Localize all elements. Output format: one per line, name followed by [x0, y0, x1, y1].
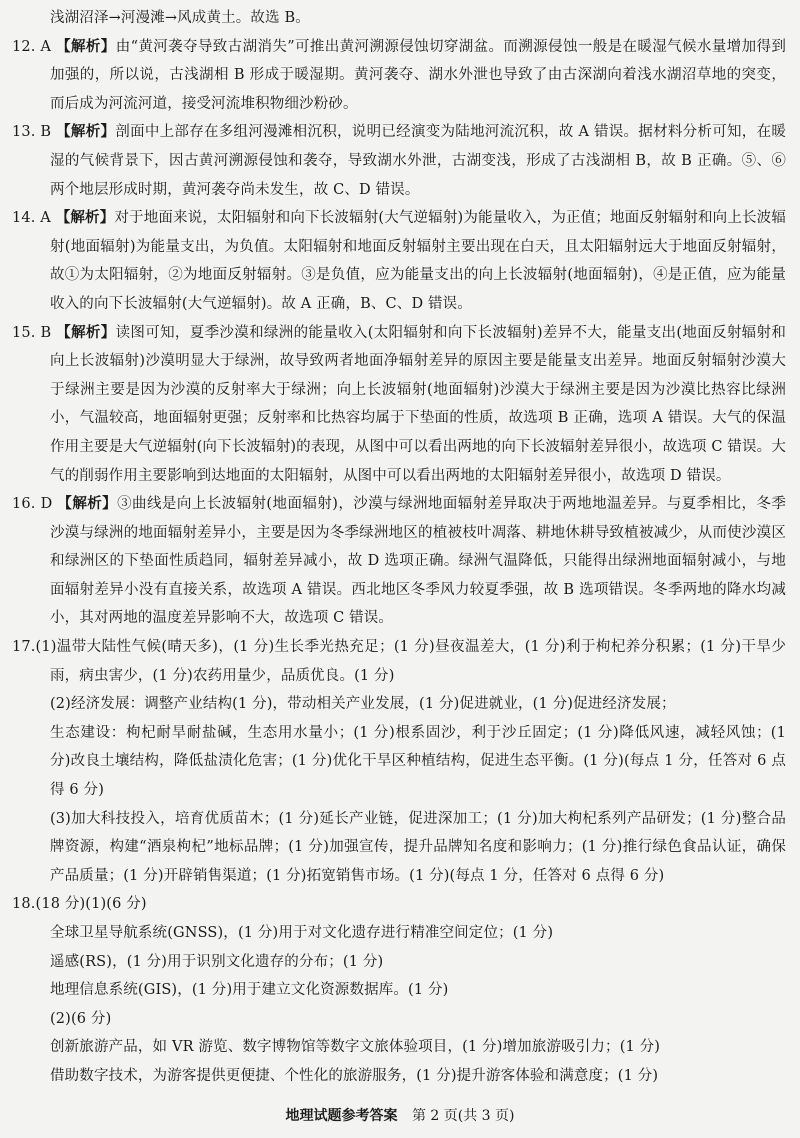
answer-item-17-part2: (2)经济发展：调整产业结构(1 分)，带动相关产业发展，(1 分)促进就业，(1 分)促进经济发展；	[50, 696, 676, 713]
analysis-tag: 【解析】	[56, 37, 116, 55]
item-answer: B	[40, 324, 52, 341]
answer-item-15	[12, 319, 786, 491]
answer-text: (1)温带大陆性气候(晴天多)，(1 分)生长季光热充足；(1 分)昼夜温差大，(1 分)利于枸杞养分积累；(1 分)干旱少雨，病虫害少，(1 分)农药用量少，品质优良。(1 分)	[35, 639, 786, 684]
item-answer: B	[40, 124, 52, 141]
continued-line: 浅湖沼泽→河漫滩→风成黄土。故选 B。	[50, 10, 310, 26]
answer-line-gnss: 全球卫星导航系统(GNSS)，(1 分)用于对文化遗存进行精准空间定位；(1 分)	[50, 925, 554, 941]
item-number: 14.	[12, 210, 36, 227]
answer-item-17-ecology: 生态建设：枸杞耐旱耐盐碱，生态用水量小；(1 分)根系固沙，利于沙丘固定；(1 分)降低风速，减轻风蚀；(1 分)改良土壤结构，降低盐渍化危害；(1 分)优化干旱区种植结构，促进生态平衡。(1 分)(每点 1 分，任答对 6 点得 6 分)	[50, 724, 787, 799]
analysis-tag: 【解析】	[57, 495, 118, 513]
answer-text: (18 分)(1)(6 分)	[35, 896, 147, 913]
analysis-tag: 【解析】	[55, 209, 115, 227]
answer-item-18-head	[12, 890, 786, 919]
answer-item-17-part3: (3)加大科技投入，培育优质苗木；(1 分)延长产业链，促进深加工；(1 分)加大枸杞系列产品研发；(1 分)整合品牌资源，构建“酒泉枸杞”地标品牌；(1 分)加强宣传，提升品牌知名度和影响力；(1 分)推行绿色食品认证，确保产品质量；(1 分)开辟销售渠道；(1 分)拓宽销售市场。(1 分)(每点 1 分，任答对 6 点得 6 分)	[50, 810, 786, 884]
analysis-tag: 【解析】	[56, 123, 116, 141]
item-number: 15.	[12, 324, 36, 341]
page-footer	[0, 1106, 800, 1126]
item-number: 18.	[12, 896, 36, 913]
answer-line-part2-head: (2)(6 分)	[50, 1010, 112, 1027]
analysis-text: ③曲线是向上长波辐射(地面辐射)，沙漠与绿洲地面辐射差异取决于两地地温差异。与夏季相比，冬季沙漠与绿洲的地面辐射差异小，主要是因为冬季绿洲地区的植被枝叶凋落、耕地休耕导致植被减少，从而使沙漠区和绿洲区的下垫面性质趋同，辐射差异减小，故 D 选项正确。绿洲气温降低，只能得出绿洲地面辐射减小，与地面辐射差异小没有直接关系，故选项 A 错误。西北地区冬季风力较夏季强，故 B 选项错误。冬季两地的降水均减小，其对两地的温度差异影响不大，故选项 C 错误。	[50, 496, 786, 627]
analysis-text: 读图可知，夏季沙漠和绿洲的能量收入(太阳辐射和向下长波辐射)差异不大，能量支出(地面反射辐射和向上长波辐射)沙漠明显大于绿洲，故导致两者地面净辐射差异的原因主要是能量支出差异。地面反射辐射沙漠大于绿洲主要是因为沙漠的反射率大于绿洲；向上长波辐射(地面辐射)沙漠大于绿洲主要是因为沙漠比热容比绿洲小，气温较高，地面辐射更强；反射率和比热容均属于下垫面的性质，故选项 B 正确，选项 A 错误。大气的保温作用主要是大气逆辐射(向下长波辐射)的表现，从图中可以看出两地的向下长波辐射差异很小，故选项 C 错误。大气的削弱作用主要影响到达地面的太阳辐射，从图中可以看出两地的太阳辐射差异很小，故选项 D 错误。	[50, 324, 786, 484]
answer-item-13	[12, 118, 786, 204]
answer-item-16	[12, 490, 786, 633]
answer-item-12	[12, 33, 786, 119]
item-number: 16.	[12, 496, 36, 513]
item-answer: D	[40, 496, 53, 513]
footer-page-number: 第 2 页(共 3 页)	[411, 1108, 515, 1124]
footer-title: 地理试题参考答案	[285, 1108, 398, 1124]
answer-line-product: 创新旅游产品，如 VR 游览、数字博物馆等数字文旅体验项目，(1 分)增加旅游吸引力；(1 分)	[50, 1039, 661, 1056]
answer-line-service: 借助数字技术，为游客提供更便捷、个性化的旅游服务，(1 分)提升游客体验和满意度；(1 分)	[50, 1067, 659, 1084]
answer-item-17-part1	[12, 633, 786, 690]
item-number: 17.	[12, 639, 36, 656]
analysis-text: 对于地面来说，太阳辐射和向下长波辐射(大气逆辐射)为能量收入，为正值；地面反射辐射和向上长波辐射(地面辐射)为能量支出，为负值。太阳辐射和地面反射辐射主要出现在白天，且太阳辐射远大于地面反射辐射，故①为太阳辐射，②为地面反射辐射。③是负值，应为能量支出的向上长波辐射(地面辐射)，④是正值，应为能量收入的向下长波辐射(大气逆辐射)。故 A 正确，B、C、D 错误。	[50, 210, 786, 312]
analysis-text: 剖面中上部存在多组河漫滩相沉积，说明已经演变为陆地河流沉积，故 A 错误。据材料分析可知，在暖湿的气候背景下，因古黄河溯源侵蚀和袭夺，导致湖水外泄，古湖变浅，形成了古浅湖相 B，故 B 正确。⑤、⑥两个地层形成时期，黄河袭夺尚未发生，故 C、D 错误。	[50, 124, 787, 198]
answer-line-rs: 遥感(RS)，(1 分)用于识别文化遗存的分布；(1 分)	[50, 953, 384, 970]
item-number: 13.	[12, 124, 36, 141]
item-answer: A	[40, 210, 51, 227]
analysis-text: 由“黄河袭夺导致古湖消失”可推出黄河溯源侵蚀切穿湖盆。而溯源侵蚀一般是在暖湿气候水量增加得到加强的，所以说，古浅湖相 B 形成于暖湿期。黄河袭夺、湖水外泄也导致了由古深湖向着浅水湖沼草地的突变，而后成为河流河道，接受河流堆积物细沙粉砂。	[50, 38, 786, 112]
answer-line-gis: 地理信息系统(GIS)，(1 分)用于建立文化资源数据库。(1 分)	[50, 982, 449, 999]
item-number: 12.	[12, 38, 36, 55]
answer-item-14	[12, 204, 786, 318]
analysis-tag: 【解析】	[56, 323, 116, 341]
item-answer: A	[40, 38, 52, 55]
